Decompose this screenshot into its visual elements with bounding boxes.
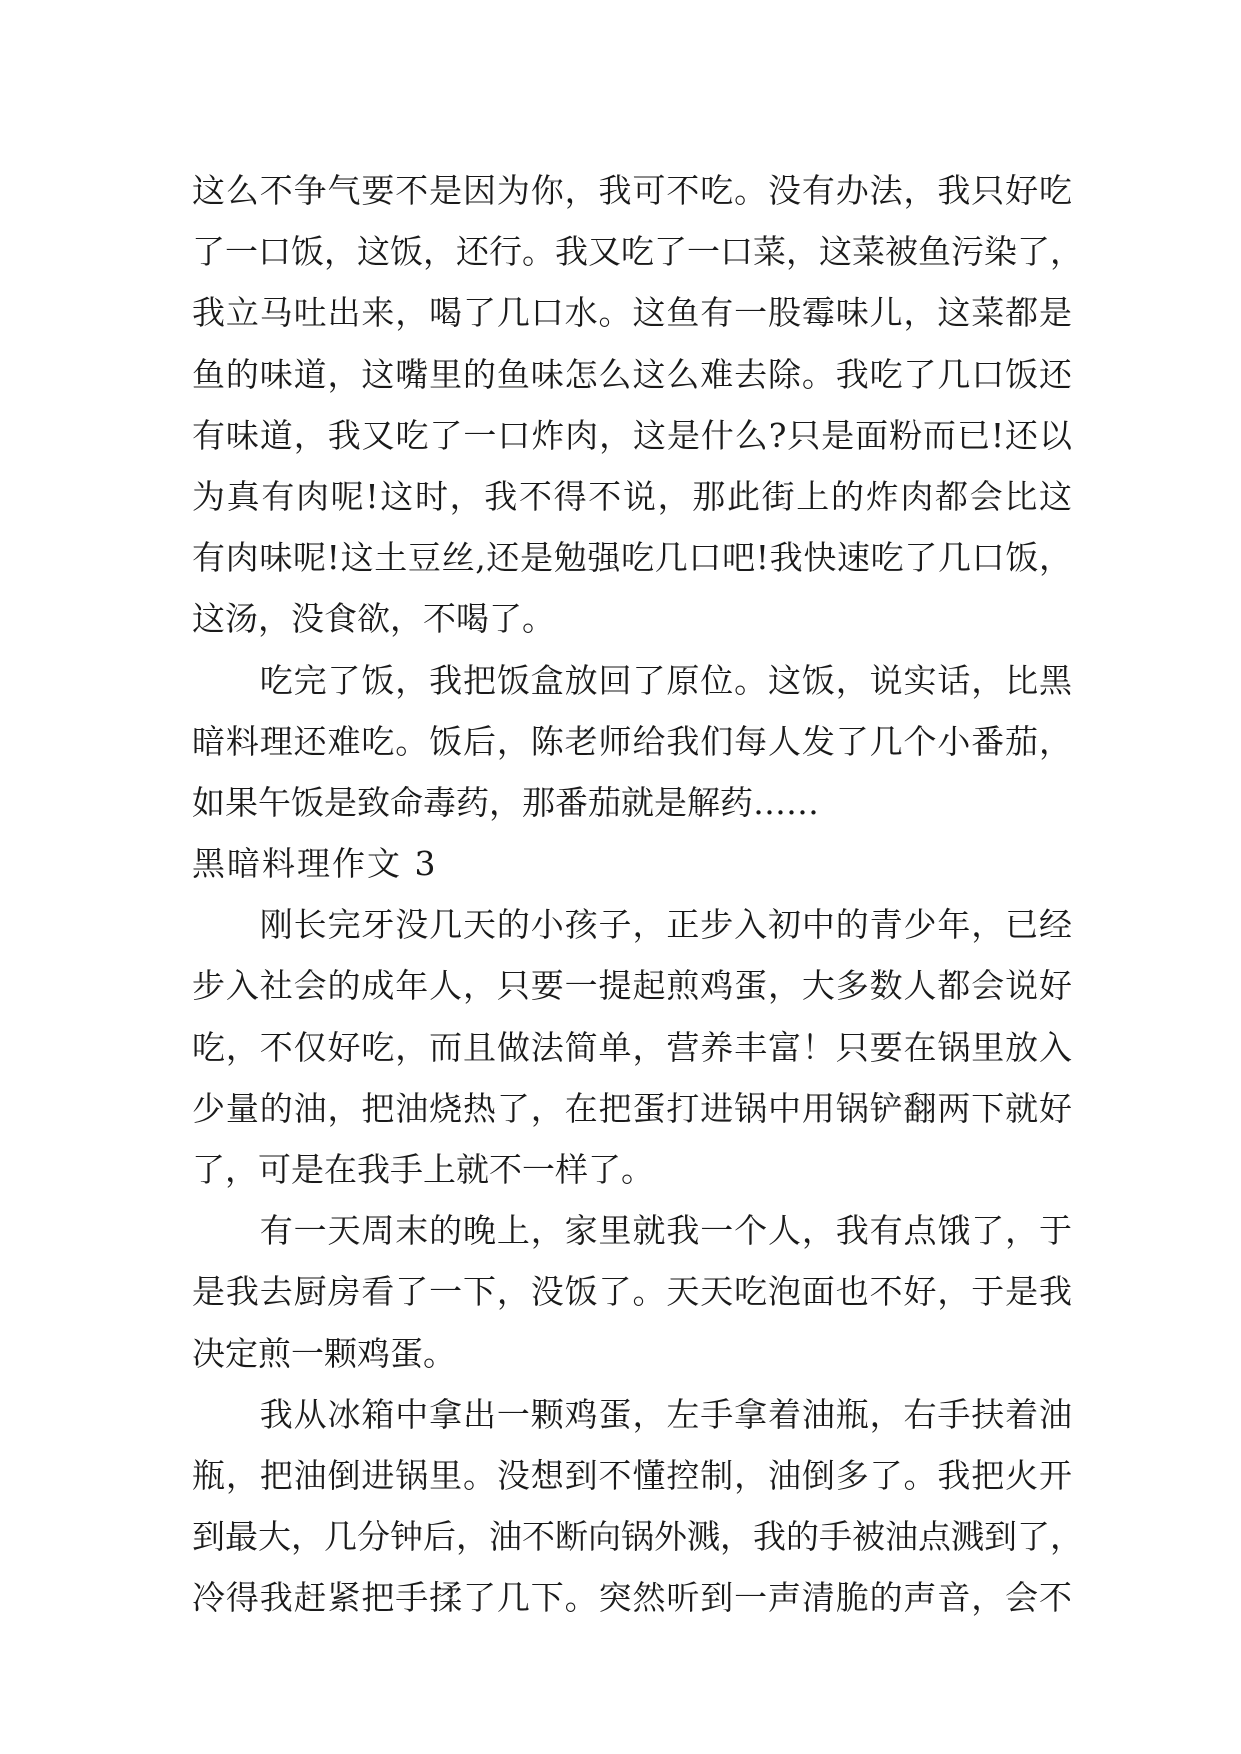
text-line: 了一口饭，这饭，还行。我又吃了一口菜，这菜被鱼污染了，	[192, 232, 1083, 272]
text-line: 到最大，几分钟后，油不断向锅外溅，我的手被油点溅到了，	[192, 1517, 1083, 1557]
text-line: 这汤，没食欲，不喝了。	[192, 599, 555, 639]
text-line: 鱼的味道，这嘴里的鱼味怎么这么难去除。我吃了几口饭还	[192, 354, 1072, 394]
text-line: 步入社会的成年人，只要一提起煎鸡蛋，大多数人都会说好	[192, 966, 1072, 1006]
text-line: 有味道，我又吃了一口炸肉，这是什么?只是面粉而已!还以	[192, 415, 1072, 455]
text-line: 少量的油，把油烧热了，在把蛋打进锅中用锅铲翻两下就好	[192, 1088, 1072, 1128]
text-line: 刚长完牙没几天的小孩子，正步入初中的青少年，已经	[192, 905, 1072, 945]
text-line: 决定煎一颗鸡蛋。	[192, 1333, 456, 1373]
text-line: 是我去厨房看了一下，没饭了。天天吃泡面也不好，于是我	[192, 1272, 1072, 1312]
text-line: 如果午饭是致命毒药，那番茄就是解药……	[192, 782, 819, 822]
text-line: 为真有肉呢!这时，我不得不说，那此街上的炸肉都会比这	[192, 476, 1072, 516]
text-line: 瓶，把油倒进锅里。没想到不懂控制，油倒多了。我把火开	[192, 1455, 1072, 1495]
text-line: 冷得我赶紧把手揉了几下。突然听到一声清脆的声音，会不	[192, 1578, 1072, 1618]
text-line: 我从冰箱中拿出一颗鸡蛋，左手拿着油瓶，右手扶着油	[192, 1394, 1072, 1434]
text-line: 我立马吐出来，喝了几口水。这鱼有一股霉味儿，这菜都是	[192, 293, 1072, 333]
text-line: 有肉味呢!这土豆丝,还是勉强吃几口吧!我快速吃了几口饭，	[192, 538, 1072, 578]
text-line: 有一天周末的晚上，家里就我一个人，我有点饿了，于	[192, 1211, 1072, 1251]
text-line: 吃完了饭，我把饭盒放回了原位。这饭，说实话，比黑	[192, 660, 1072, 700]
section-heading: 黑暗料理作文 3	[192, 844, 438, 884]
text-line: 暗料理还难吃。饭后，陈老师给我们每人发了几个小番茄，	[192, 721, 1072, 761]
text-line: 了，可是在我手上就不一样了。	[192, 1150, 654, 1189]
text-line: 吃，不仅好吃，而且做法简单，营养丰富！只要在锅里放入	[192, 1027, 1072, 1067]
text-line: 这么不争气要不是因为你，我可不吃。没有办法，我只好吃	[192, 171, 1072, 210]
document-body	[192, 160, 1083, 1629]
